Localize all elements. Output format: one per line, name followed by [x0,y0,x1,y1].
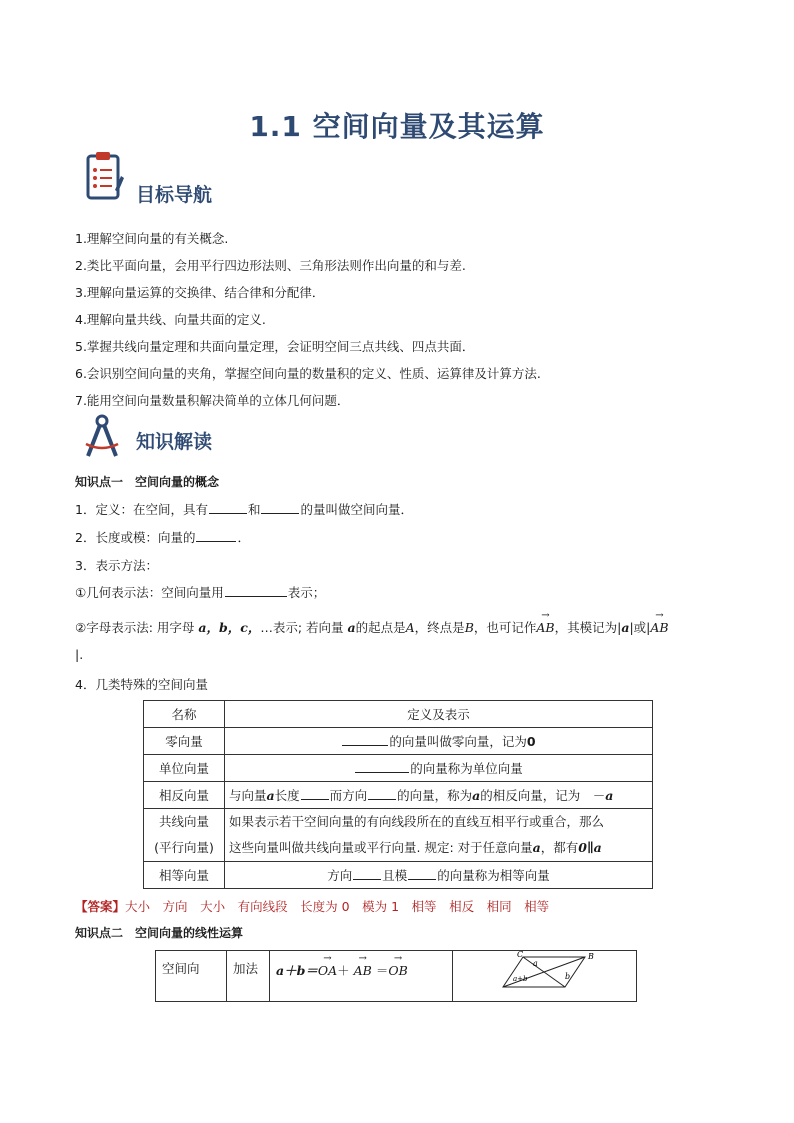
text: 长度 [274,788,300,803]
vector-AB: → AB [650,620,668,635]
table-row [156,951,637,1002]
formula-text: ＋ [337,963,350,978]
blank [355,760,409,773]
blank [196,529,236,542]
table-row [144,728,653,755]
section-heading-knowledge: 知识解读 [136,431,213,453]
text: 的量叫做空间向量． [300,502,413,517]
blank [368,787,396,800]
blank [261,501,299,514]
table-row [144,862,653,889]
blank [209,501,247,514]
definition-line [75,500,413,518]
goal-item-4: 4.理解向量共线、向量共面的定义. [75,312,266,327]
text: 的向量称为单位向量 [410,761,523,776]
goal-item-5: 5.掌握共线向量定理和共面向量定理，会证明空间三点共线、四点共面． [75,339,475,354]
text: |或| [629,620,651,635]
answer-item: 有向线段 [237,899,288,914]
ops-name: 加法 [227,951,270,1002]
row-def [225,728,653,755]
label-C: C [517,951,524,959]
text: 与向量 [229,788,267,803]
text: 共线向量 [158,814,209,829]
text: 而方向 [329,788,368,803]
goal-item-7: 7.能用空间向量数量积解决简单的立体几何问题． [75,393,350,408]
formula-text: a＋b＝ [276,963,318,978]
goal-item-3: 3.理解向量运算的交换律、结合律和分配律． [75,285,325,300]
goal-item-6: 6.会识别空间向量的夹角，掌握空间向量的数量积的定义、性质、运算律及计算方法. [75,366,541,381]
point-A: A [405,620,415,635]
answer-item: 方向 [162,899,188,914]
text: 和 [247,502,261,517]
vector-OB: → OB [388,963,407,978]
line-wrap: |. [75,647,84,662]
answer-item: 相等 [411,899,437,914]
compass-icon [80,414,124,460]
kp2-title: 知识点二 空间向量的线性运算 [75,926,244,940]
parallelogram-diagram [453,951,623,991]
zero-parallel: 0∥a [578,840,602,855]
table-header-row [144,701,653,728]
page-title: 1.1 空间向量及其运算 [249,110,545,143]
row-name: 相等向量 [144,862,225,889]
answer-item: 大小 [125,899,151,914]
answer-item: 相等 [524,899,550,914]
text: ②字母表示法: 用字母 [75,620,195,635]
vector-AB: → AB [536,620,554,635]
answer-item: 相同 [486,899,512,914]
row-def [225,755,653,782]
vector-a: a [472,788,481,803]
answer-item: 模为 1 [362,899,400,914]
section-heading-goals: 目标导航 [136,184,213,206]
goal-item-2: 2.类比平面向量，会用平行四边形法则、三角形法则作出向量的和与差. [75,258,466,273]
text: ，也可记作 [473,620,537,635]
text: 表示； [287,585,326,600]
special-vectors-heading: 4．几类特殊的空间向量 [75,677,208,692]
letter-repr-line [75,618,669,636]
label-a-plus-b: a+b [513,975,528,983]
ops-category: 空间向 [156,951,227,1002]
vector-a: a [621,620,630,635]
answer-item: 相反 [449,899,475,914]
addition-formula [270,951,453,1002]
label-b: b [565,972,571,981]
row-name [144,809,225,862]
blank [301,787,329,800]
vector-letters: a，b，c， [198,620,261,635]
row-name: 单位向量 [144,755,225,782]
text: ，终点是 [414,620,465,635]
text: 这些向量叫做共线向量或平行向量. 规定: 对于任意向量 [229,840,533,855]
table-header: 定义及表示 [225,701,653,728]
representation-line: 3．表示方法： [75,558,158,573]
geometric-repr-line [75,583,325,601]
vector-a: a [347,620,356,635]
text: ． [237,530,250,545]
answer-tag: 【答案】 [75,899,126,914]
text: ，其模记为| [554,620,622,635]
formula-text: ＝ [375,963,389,978]
text: 方向 [327,868,353,883]
text: 且模 [382,868,408,883]
vector-AB: → AB [354,963,372,978]
text: 的相反向量，记为 － [480,788,606,803]
vector-a: a [605,788,614,803]
text: 如果表示若干空间向量的有向线段所在的直线互相平行或重合，那么 [229,814,605,829]
zero-symbol: 0 [526,734,536,749]
row-def [225,782,653,809]
row-def [225,862,653,889]
text: 的起点是 [355,620,406,635]
answer-item: 大小 [200,899,226,914]
special-vectors-table [143,700,653,889]
text: (平行向量) [154,840,214,855]
text: 的向量叫做零向量，记为 [389,734,527,749]
text: ，都有 [540,840,579,855]
table-row [144,809,653,862]
vector-OA: → OA [318,963,337,978]
text: 的向量称为相等向量 [437,868,550,883]
table-row [144,782,653,809]
blank [342,733,388,746]
row-name: 零向量 [144,728,225,755]
text: 的向量，称为 [397,788,473,803]
text: …表示; 若向量 [260,620,344,635]
linear-ops-table [155,950,637,1002]
text: 2．长度或模：向量的 [75,530,196,545]
clipboard-icon [85,150,125,202]
text: 1．定义：在空间，具有 [75,502,208,517]
goal-item-1: 1.理解空间向量的有关概念. [75,231,229,246]
row-name: 相反向量 [144,782,225,809]
vector-a: a [532,840,541,855]
label-a: a [533,959,538,968]
blank [225,584,287,597]
kp1-title: 知识点一 空间向量的概念 [75,475,220,489]
length-line [75,528,250,546]
parallelogram-diagram-cell [453,951,637,1002]
table-row [144,755,653,782]
label-B: B [588,952,594,961]
table-header: 名称 [144,701,225,728]
point-B: B [464,620,474,635]
text: ①几何表示法：空间向量用 [75,585,224,600]
answer-line [75,897,549,915]
blank [408,867,436,880]
answer-item: 长度为 0 [300,899,350,914]
vector-a: a [266,788,275,803]
row-def [225,809,653,862]
blank [353,867,381,880]
